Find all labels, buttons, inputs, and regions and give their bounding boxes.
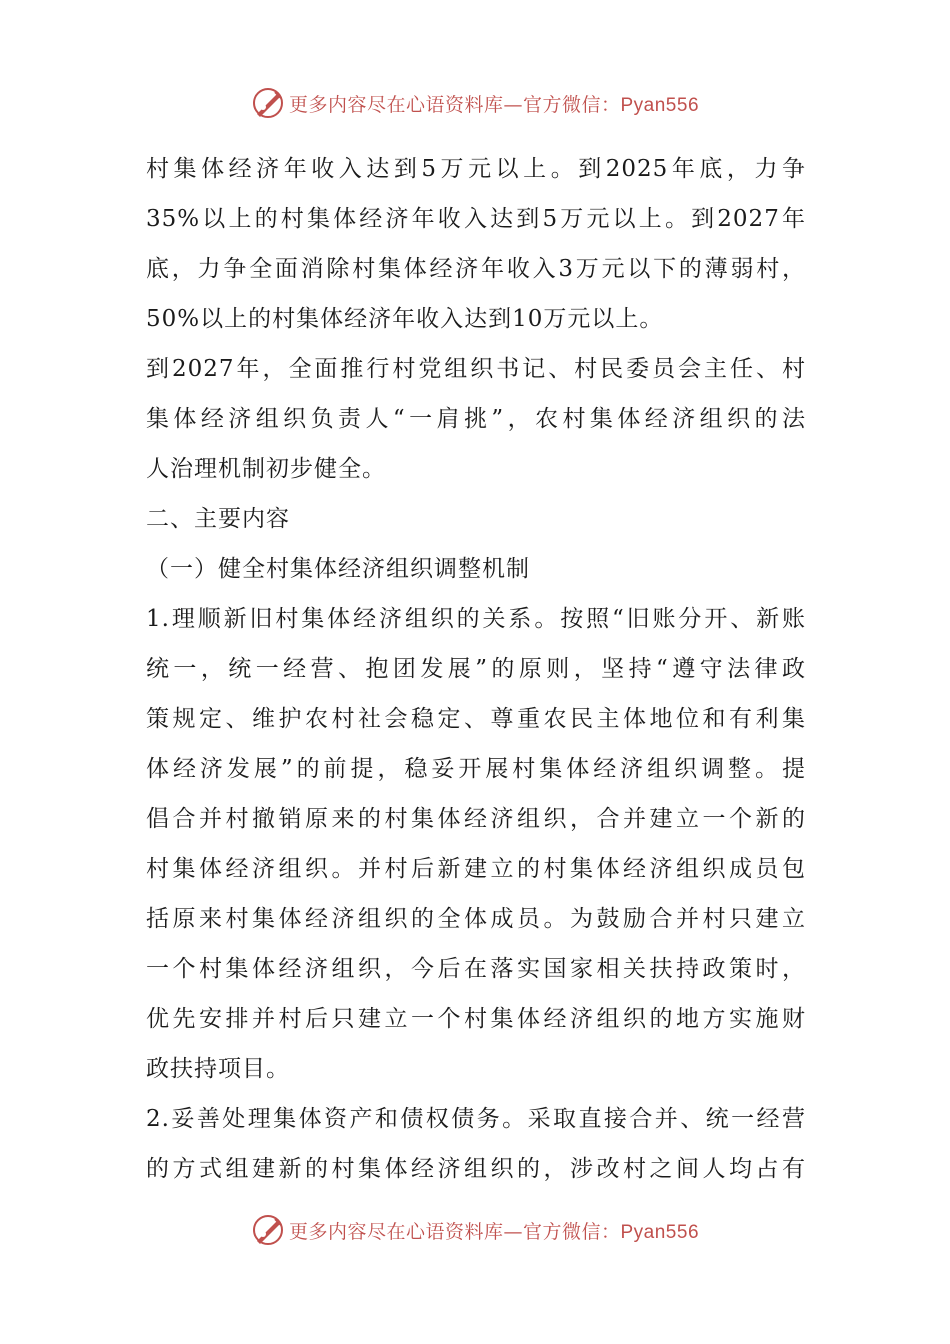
- body-line: 35%以上的村集体经济年收入达到5万元以上。到2027年: [146, 206, 806, 232]
- watermark-wechat-id: Pyan556: [620, 94, 700, 116]
- body-line: 集体经济组织负责人“一肩挑”，农村集体经济组织的法: [146, 406, 806, 432]
- body-line: 政扶持项目。: [146, 1056, 290, 1082]
- body-line: 人治理机制初步健全。: [146, 456, 386, 482]
- subsection-heading: （一）健全村集体经济组织调整机制: [146, 556, 530, 582]
- body-line: 体经济发展”的前提，稳妥开展村集体经济组织调整。提: [146, 756, 806, 782]
- body-line: 一个村集体经济组织，今后在落实国家相关扶持政策时，: [146, 956, 806, 982]
- body-line: 优先安排并村后只建立一个村集体经济组织的地方实施财: [146, 1006, 806, 1032]
- body-line: 1.理顺新旧村集体经济组织的关系。按照“旧账分开、新账: [146, 606, 806, 632]
- body-line: 村集体经济年收入达到5万元以上。到2025年底，力争: [146, 156, 806, 182]
- body-line: 统一，统一经营、抱团发展”的原则，坚持“遵守法律政: [146, 656, 806, 682]
- body-line: 括原来村集体经济组织的全体成员。为鼓励合并村只建立: [146, 906, 806, 932]
- footer-watermark: [0, 1210, 950, 1250]
- body-line: 倡合并村撤销原来的村集体经济组织，合并建立一个新的: [146, 806, 806, 832]
- pen-logo-icon: [251, 1213, 285, 1247]
- body-line: 的方式组建新的村集体经济组织的，涉改村之间人均占有: [146, 1156, 806, 1182]
- document-body: [146, 144, 806, 1194]
- pen-logo-icon: [251, 86, 285, 120]
- body-line: 村集体经济组织。并村后新建立的村集体经济组织成员包: [146, 856, 806, 882]
- body-line: 策规定、维护农村社会稳定、尊重农民主体地位和有利集: [146, 706, 806, 732]
- body-line: 2.妥善处理集体资产和债权债务。采取直接合并、统一经营: [146, 1106, 806, 1132]
- watermark-text: 更多内容尽在心语资料库—官方微信：: [288, 1220, 621, 1243]
- section-heading: 二、主要内容: [146, 506, 290, 532]
- watermark-wechat-id: Pyan556: [620, 1221, 700, 1243]
- body-line: 到2027年，全面推行村党组织书记、村民委员会主任、村: [146, 356, 806, 382]
- watermark-text: 更多内容尽在心语资料库—官方微信：: [288, 93, 621, 116]
- body-line: 50%以上的村集体经济年收入达到10万元以上。: [146, 306, 664, 332]
- header-watermark: [0, 83, 950, 123]
- body-line: 底，力争全面消除村集体经济年收入3万元以下的薄弱村，: [146, 256, 806, 282]
